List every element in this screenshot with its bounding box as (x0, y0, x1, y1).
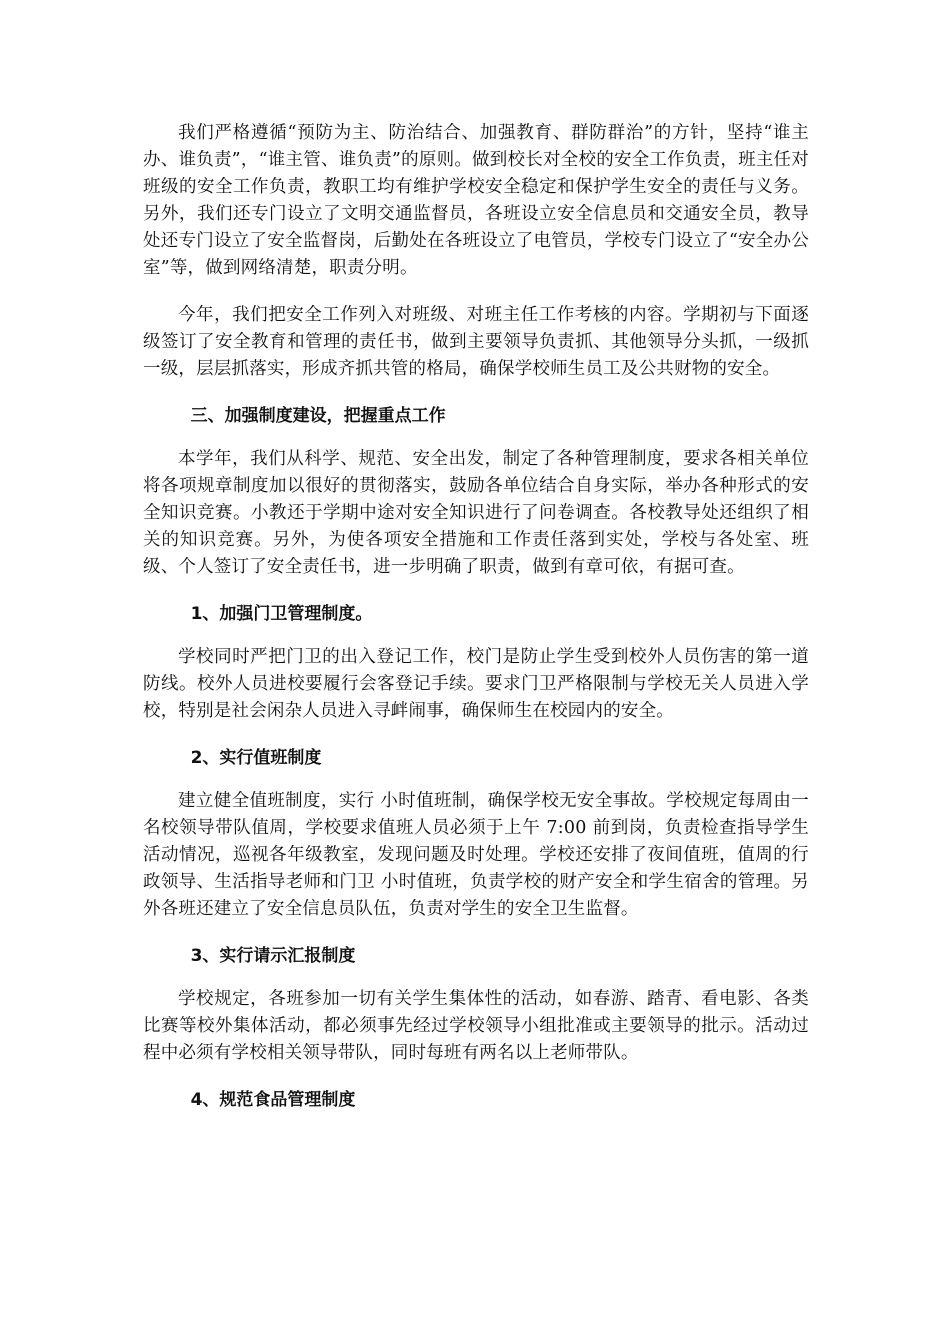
paragraph-assessment: 今年，我们把安全工作列入对班级、对班主任工作考核的内容。学期初与下面逐级签订了安全教育和管理的责任书，做到主要领导负责抓、其他领导分头抓，一级抓一级，层层抓落实，形成齐抓共管的格局，确保学校师生员工及公共财物的安全。 (143, 305, 809, 379)
heading-spacer (143, 430, 809, 446)
paragraph-reporting-system: 学校规定，各班参加一切有关学生集体性的活动，如春游、踏青、看电影、各类比赛等校外集体活动，都必须事先经过学校领导小组批准或主要领导的批示。活动过程中必须有学校相关领导带队，同时每班有两名以上老师带队。 (143, 989, 809, 1063)
paragraph-gate-management: 学校同时严把门卫的出入登记工作，校门是防止学生受到校外人员伤害的第一道防线。校外人员进校要履行会客登记手续。要求门卫严格限制与学校无关人员进入学校，特别是社会闲杂人员进入寻衅闹事，确保师生在校园内的安全。 (143, 647, 809, 721)
paragraph-safety-policy: 我们严格遵循“预防为主、防治结合、加强教育、群防群治”的方针，坚持“谁主办、谁负责”，“谁主管、谁负责”的原则。做到校长对全校的安全工作负责，班主任对班级的安全工作负责，教职工均有维护学校安全稳定和保护学生安全的责任与义务。另外，我们还专门设立了文明交通监督员，各班设立安全信息员和交通安全员，教导处还专门设立了安全监督岗，后勤处在各班设立了电管员，学校专门设立了“安全办公室”等，做到网络清楚，职责分明。 (143, 123, 809, 278)
heading-spacer (143, 970, 809, 986)
section-heading-system-building: 三、加强制度建设，把握重点工作 (190, 406, 446, 426)
paragraph-duty-system: 建立健全值班制度，实行 小时值班制，确保学校无安全事故。学校规定每周由一名校领导带队值周，学校要求值班人员必须于上午 7:00 前到岗，负责检查指导学生活动情况，巡视各年级教室，发现问题及时处理。学校还安排了夜间值班，值周的行政领导、生活指导老师和门卫 小时值班，负责学校的财产安全和学生宿舍的管理。另外各班还建立了安全信息员队伍，负责对学生的安全卫生监督。 (143, 791, 809, 919)
paragraph-spacer (143, 282, 809, 302)
paragraph-spacer (143, 581, 809, 601)
subheading-duty-system: 2、实行值班制度 (190, 748, 322, 768)
paragraph-spacer (143, 1067, 809, 1087)
subheading-food-management: 4、规范食品管理制度 (190, 1090, 356, 1110)
paragraph-spacer (143, 383, 809, 403)
document-body (143, 120, 809, 1114)
subheading-reporting-system: 3、实行请示汇报制度 (190, 946, 356, 966)
subheading-gate-management: 1、加强门卫管理制度。 (190, 604, 373, 624)
heading-spacer (143, 772, 809, 788)
paragraph-spacer (143, 923, 809, 943)
paragraph-regulations: 本学年，我们从科学、规范、安全出发，制定了各种管理制度，要求各相关单位将各项规章制度加以很好的贯彻落实，鼓励各单位结合自身实际，举办各种形式的安全知识竞赛。小教还于学期中途对安全知识进行了问卷调查。各校教导处还组织了相关的知识竞赛。另外，为使各项安全措施和工作责任落到实处，学校与各处室、班级、个人签订了安全责任书，进一步明确了职责，做到有章可依，有据可查。 (143, 449, 809, 577)
heading-spacer (143, 628, 809, 644)
paragraph-spacer (143, 725, 809, 745)
